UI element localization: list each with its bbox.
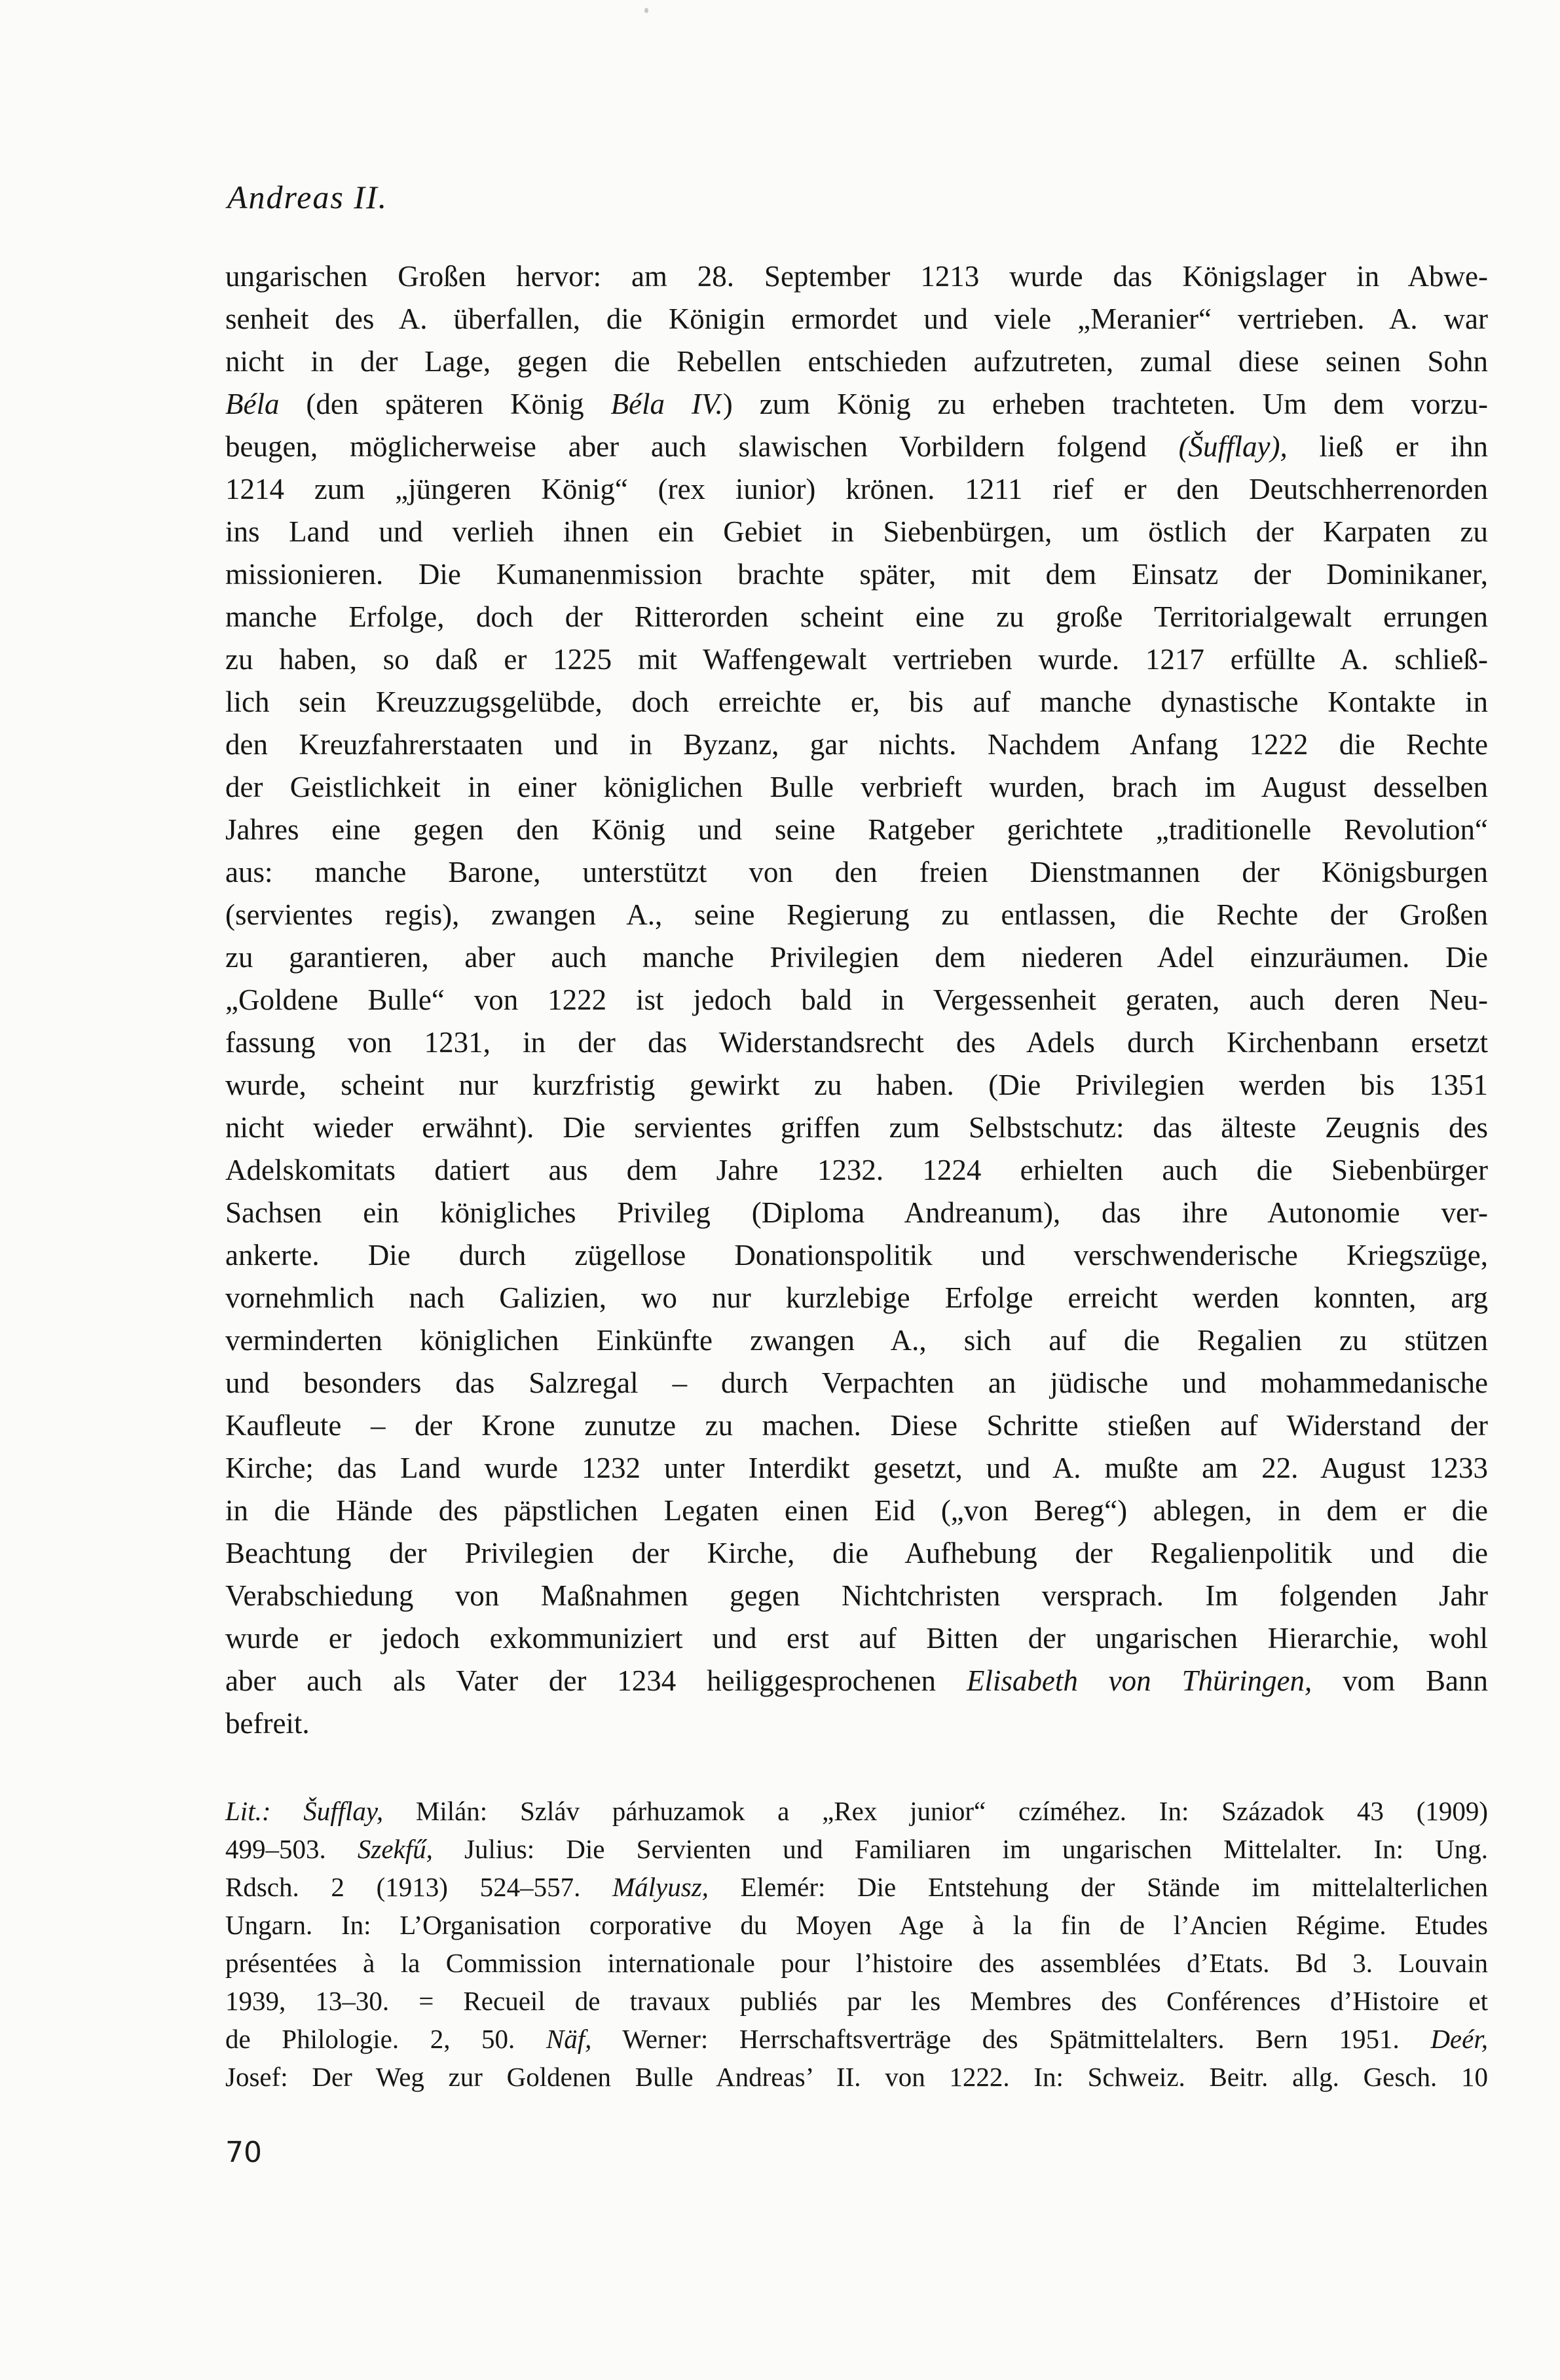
text-line — [225, 1447, 1488, 1490]
text-segment: nicht wieder erwähnt). Die servientes griffen zum Selbstschutz: das älteste Zeugnis des — [225, 1111, 1488, 1144]
text-segment: ließ er ihn — [1287, 430, 1488, 463]
text-line — [225, 1192, 1488, 1234]
text-line — [225, 340, 1488, 383]
text-segment: wurde er jedoch exkommuniziert und erst auf Bitten der ungarischen Hierarchie, wohl — [225, 1622, 1488, 1655]
text-segment: fassung von 1231, in der das Widerstandsrecht des Adels durch Kirchenbann ersetzt — [225, 1026, 1488, 1059]
text-segment: vom Bann — [1312, 1664, 1488, 1697]
text-line — [225, 1234, 1488, 1277]
text-segment: ins Land und verlieh ihnen ein Gebiet in Siebenbürgen, um östlich der Karpaten zu — [225, 515, 1488, 548]
text-line — [225, 936, 1488, 979]
text-line — [225, 1702, 1488, 1745]
text-segment: (servientes regis), zwangen A., seine Regierung zu entlassen, die Rechte der Großen — [225, 898, 1488, 931]
italic-text: (Šufflay), — [1178, 430, 1288, 463]
text-segment: ) zum König zu erheben trachteten. Um dem vorzu- — [722, 388, 1488, 420]
text-segment: Sachsen ein königliches Privileg (Diploma Andreanum), das ihre Autonomie ver- — [225, 1196, 1488, 1229]
text-line — [225, 851, 1488, 894]
text-segment: den Kreuzfahrerstaaten und in Byzanz, gar nichts. Nachdem Anfang 1222 die Rechte — [225, 728, 1488, 761]
text-segment: zu haben, so daß er 1225 mit Waffengewalt vertrieben wurde. 1217 erfüllte A. schließ- — [225, 643, 1488, 676]
text-line — [225, 2020, 1488, 2058]
text-line — [225, 426, 1488, 468]
text-segment: in die Hände des päpstlichen Legaten einen Eid („von Bereg“) ablegen, in dem er die — [225, 1494, 1488, 1527]
text-line — [225, 1868, 1488, 1906]
text-line — [225, 596, 1488, 638]
text-segment: aber auch als Vater der 1234 heiliggesprochenen — [225, 1664, 967, 1697]
text-line — [225, 894, 1488, 936]
text-line — [225, 1277, 1488, 1319]
text-segment: Werner: Herrschaftsverträge des Spätmittelalters. Bern 1951. — [591, 2024, 1431, 2054]
text-segment: ungarischen Großen hervor: am 28. September 1213 wurde das Königslager in Abwe- — [225, 260, 1488, 293]
text-line — [225, 1021, 1488, 1064]
text-segment: 499–503. — [225, 1834, 358, 1864]
text-line — [225, 468, 1488, 511]
text-segment: (den späteren König — [279, 388, 611, 420]
text-segment: Julius: Die Servienten und Familiaren im ungarischen Mittelalter. In: Ung. — [432, 1834, 1488, 1864]
text-segment: zu garantieren, aber auch manche Privilegien dem niederen Adel einzuräumen. Die — [225, 941, 1488, 974]
text-segment: Elemér: Die Entstehung der Stände im mittelalterlichen — [708, 1872, 1488, 1902]
italic-text: Deér, — [1430, 2024, 1488, 2054]
main-paragraph — [225, 255, 1488, 1745]
text-segment: Ungarn. In: L’Organisation corporative du Moyen Age à la fin de l’Ancien Régime. Etudes — [225, 1910, 1488, 1940]
italic-text: Szekfű, — [357, 1834, 433, 1864]
text-line — [225, 809, 1488, 851]
text-segment: présentées à la Commission internationale pour l’histoire des assemblées d’Etats. Bd 3. Louvain — [225, 1948, 1488, 1978]
text-segment: Beachtung der Privilegien der Kirche, die Aufhebung der Regalienpolitik und die — [225, 1537, 1488, 1569]
text-segment: manche Erfolge, doch der Ritterorden scheint eine zu große Territorialgewalt errungen — [225, 600, 1488, 633]
text-line — [225, 1944, 1488, 1982]
text-line — [225, 1319, 1488, 1362]
text-segment: verminderten königlichen Einkünfte zwangen A., sich auf die Regalien zu stützen — [225, 1324, 1488, 1357]
page-number: 70 — [225, 2136, 262, 2169]
text-line — [225, 1830, 1488, 1868]
text-line — [225, 1792, 1488, 1830]
text-line — [225, 1532, 1488, 1575]
scan-speck — [644, 8, 648, 13]
text-segment: vornehmlich nach Galizien, wo nur kurzlebige Erfolge erreicht werden konnten, arg — [225, 1281, 1488, 1314]
text-segment: Jahres eine gegen den König und seine Ratgeber gerichtete „traditionelle Revolution“ — [225, 813, 1488, 846]
text-segment: Kirche; das Land wurde 1232 unter Interdikt gesetzt, und A. mußte am 22. August 1233 — [225, 1452, 1488, 1484]
text-line — [225, 1617, 1488, 1660]
text-line — [225, 1575, 1488, 1617]
bibliography — [225, 1792, 1488, 2096]
text-segment: senheit des A. überfallen, die Königin ermordet und viele „Meranier“ vertrieben. A. war — [225, 302, 1488, 335]
italic-text: Béla — [225, 388, 280, 420]
text-segment: der Geistlichkeit in einer königlichen Bulle verbrieft wurden, brach im August desselben — [225, 771, 1488, 803]
text-segment: de Philologie. 2, 50. — [225, 2024, 546, 2054]
page-title: Andreas II. — [227, 179, 388, 215]
italic-text: Lit.: Šufflay, — [225, 1796, 384, 1826]
text-line — [225, 511, 1488, 553]
text-segment: 1214 zum „jüngeren König“ (rex iunior) krönen. 1211 rief er den Deutschherrenorden — [225, 473, 1488, 505]
text-segment: und besonders das Salzregal – durch Verpachten an jüdische und mohammedanische — [225, 1366, 1488, 1399]
text-segment: Milán: Szláv párhuzamok a „Rex junior“ czíméhez. In: Századok 43 (1909) — [383, 1796, 1488, 1826]
italic-text: Elisabeth von Thüringen, — [966, 1664, 1312, 1697]
text-line — [225, 1490, 1488, 1532]
text-line — [225, 1362, 1488, 1404]
text-line — [225, 1660, 1488, 1702]
text-segment: „Goldene Bulle“ von 1222 ist jedoch bald in Vergessenheit geraten, auch deren Neu- — [225, 983, 1488, 1016]
text-line — [225, 2058, 1488, 2096]
text-segment: aus: manche Barone, unterstützt von den freien Dienstmannen der Königsburgen — [225, 856, 1488, 888]
text-line — [225, 1404, 1488, 1447]
italic-text: Mályusz, — [612, 1872, 709, 1902]
text-segment: Verabschiedung von Maßnahmen gegen Nichtchristen versprach. Im folgenden Jahr — [225, 1579, 1488, 1612]
text-line — [225, 766, 1488, 809]
text-line — [225, 979, 1488, 1021]
text-line — [225, 681, 1488, 723]
italic-text: Béla IV. — [610, 388, 723, 420]
text-line — [225, 638, 1488, 681]
text-segment: Josef: Der Weg zur Goldenen Bulle Andreas’ II. von 1222. In: Schweiz. Beitr. allg. Gesch. 10 — [225, 2062, 1488, 2092]
text-segment: 1939, 13–30. = Recueil de travaux publiés par les Membres des Conférences d’Histoire et — [225, 1986, 1488, 2016]
text-segment: missionieren. Die Kumanenmission brachte später, mit dem Einsatz der Dominikaner, — [225, 558, 1488, 591]
text-segment: Adelskomitats datiert aus dem Jahre 1232. 1224 erhielten auch die Siebenbürger — [225, 1154, 1488, 1186]
text-line — [225, 1906, 1488, 1944]
text-line — [225, 1107, 1488, 1149]
text-line — [225, 1982, 1488, 2020]
text-segment: nicht in der Lage, gegen die Rebellen entschieden aufzutreten, zumal diese seinen Sohn — [225, 345, 1488, 378]
text-line — [225, 383, 1488, 426]
text-line — [225, 553, 1488, 596]
text-segment: Rdsch. 2 (1913) 524–557. — [225, 1872, 613, 1902]
text-line — [225, 723, 1488, 766]
text-segment: befreit. — [225, 1707, 310, 1740]
text-segment: wurde, scheint nur kurzfristig gewirkt zu haben. (Die Privilegien werden bis 1351 — [225, 1069, 1488, 1101]
text-segment: beugen, möglicherweise aber auch slawischen Vorbildern folgend — [225, 430, 1179, 463]
text-segment: ankerte. Die durch zügellose Donationspolitik und verschwenderische Kriegszüge, — [225, 1239, 1488, 1272]
text-line — [225, 298, 1488, 340]
text-segment: lich sein Kreuzzugsgelübde, doch erreichte er, bis auf manche dynastische Kontakte in — [225, 686, 1488, 718]
italic-text: Näf, — [546, 2024, 592, 2054]
text-line — [225, 1149, 1488, 1192]
text-line — [225, 1064, 1488, 1107]
text-line — [225, 255, 1488, 298]
text-segment: Kaufleute – der Krone zunutze zu machen. Diese Schritte stießen auf Widerstand der — [225, 1409, 1488, 1442]
